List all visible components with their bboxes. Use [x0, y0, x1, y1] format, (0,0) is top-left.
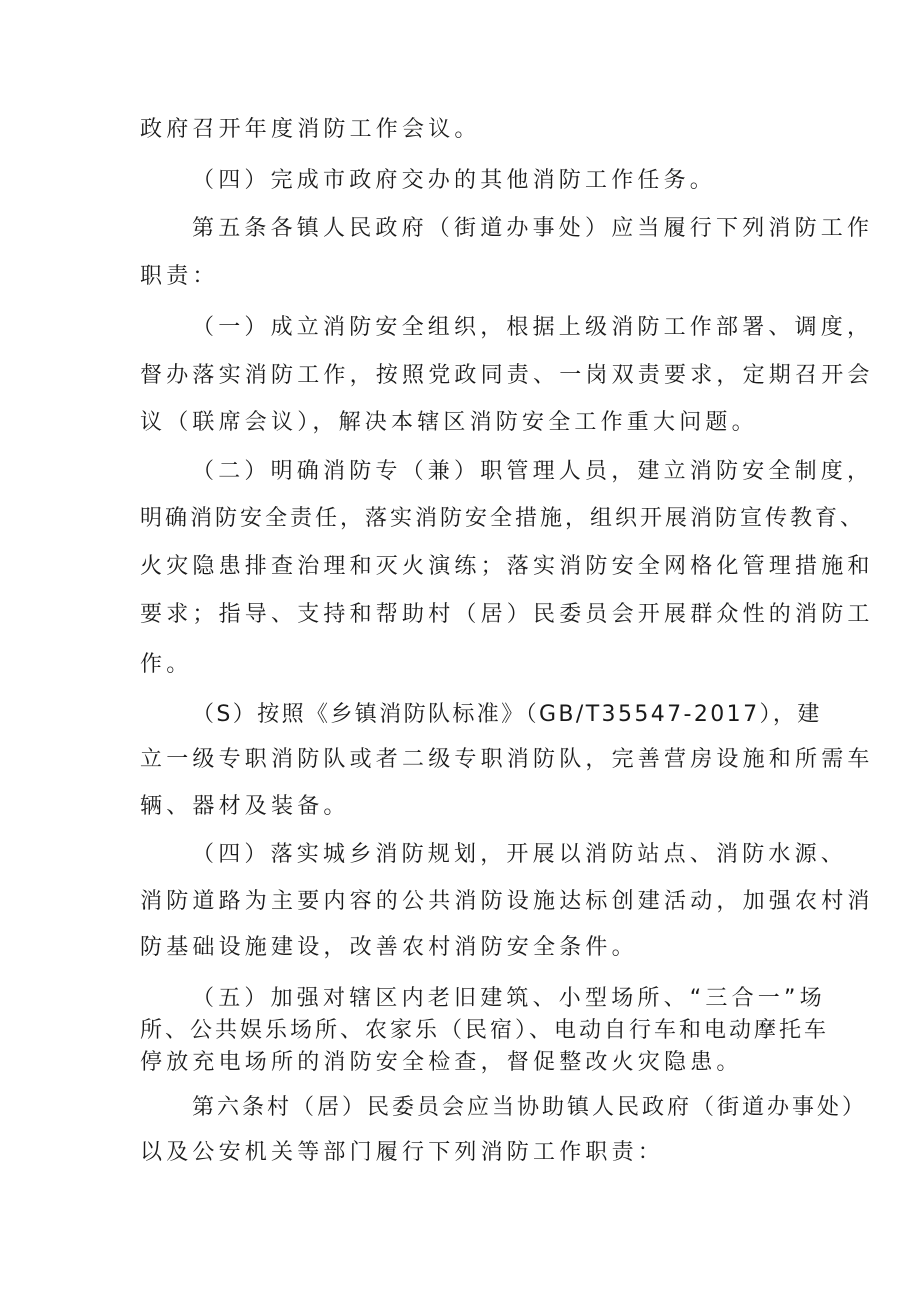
paragraph-line: （一）成立消防安全组织，根据上级消防工作部署、调度，: [192, 315, 874, 340]
paragraph-line: 以及公安机关等部门履行下列消防工作职责：: [140, 1140, 665, 1165]
paragraph-line: 明确消防安全责任，落实消防安全措施，组织开展消防宣传教育、: [140, 506, 866, 531]
paragraph-line: 作。: [140, 652, 193, 677]
paragraph-line: （四）完成市政府交办的其他消防工作任务。: [192, 168, 717, 193]
paragraph-line: 防基础设施建设，改善农村消防安全条件。: [140, 935, 638, 960]
paragraph-line: （二）明确消防专（兼）职管理人员，建立消防安全制度，: [192, 459, 874, 484]
paragraph-line: 消防道路为主要内容的公共消防设施达标创建活动，加强农村消: [140, 889, 874, 914]
paragraph-line: 议（联席会议），解决本辖区消防安全工作重大问题。: [140, 410, 758, 435]
paragraph-line: （S）按照《乡镇消防队标准》（GB/T35547-2017），建: [192, 702, 822, 727]
paragraph-line: 停放充电场所的消防安全检查，督促整改火灾隐患。: [140, 1050, 743, 1075]
paragraph-line: （五）加强对辖区内老旧建筑、小型场所、“三合一”场: [192, 986, 826, 1011]
paragraph-line: 立一级专职消防队或者二级专职消防队，完善营房设施和所需车: [140, 747, 874, 772]
article-heading-line: 第六条村（居）民委员会应当协助镇人民政府（街道办事处）: [192, 1095, 868, 1120]
paragraph-line: 政府召开年度消防工作会议。: [140, 117, 481, 142]
paragraph-line: 所、公共娱乐场所、农家乐（民宿）、电动自行车和电动摩托车: [140, 1018, 830, 1043]
paragraph-line: 火灾隐患排查治理和灭火演练；落实消防安全网格化管理措施和: [140, 554, 874, 579]
paragraph-line: 职责：: [140, 264, 219, 289]
article-heading-line: 第五条各镇人民政府（街道办事处）应当履行下列消防工作: [192, 216, 874, 241]
paragraph-line: （四）落实城乡消防规划，开展以消防站点、消防水源、: [192, 842, 848, 867]
paragraph-line: 要求；指导、支持和帮助村（居）民委员会开展群众性的消防工: [140, 602, 874, 627]
paragraph-line: 辆、器材及装备。: [140, 794, 350, 819]
paragraph-line: 督办落实消防工作，按照党政同责、一岗双责要求，定期召开会: [140, 363, 874, 388]
